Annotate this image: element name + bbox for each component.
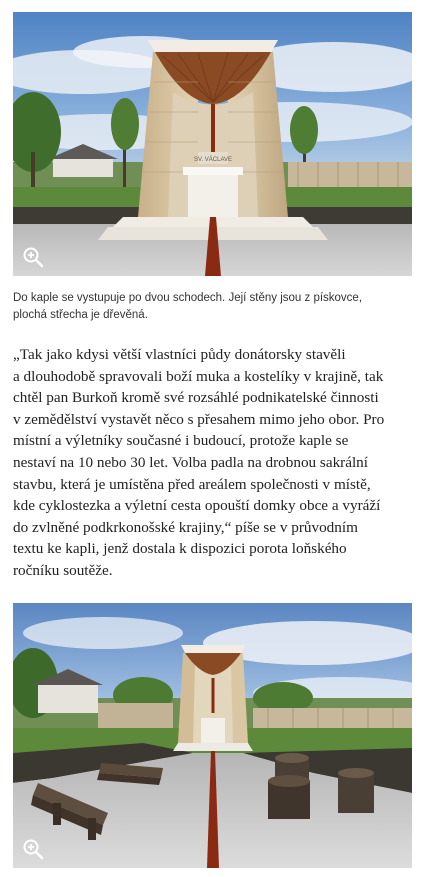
- magnifier-plus-icon: [22, 246, 44, 268]
- zoom-photo-button[interactable]: [22, 246, 44, 268]
- chapel-front-illustration: [13, 12, 412, 276]
- article-photo-chapel-benches[interactable]: [13, 603, 412, 868]
- article-photo-chapel-front[interactable]: [13, 12, 412, 276]
- zoom-photo-button[interactable]: [22, 838, 44, 860]
- magnifier-plus-icon: [22, 838, 44, 860]
- chapel-benches-illustration: [13, 603, 412, 868]
- chapel-sign-text: SV. VÁCLAVE: [193, 157, 233, 163]
- photo-caption: Do kaple se vystupuje po dvou schodech. Její stěny jsou z pískovce, plochá střecha je dřevěná.: [13, 292, 363, 321]
- article-paragraph: „Tak jako kdysi větší vlastníci půdy donátorsky stavěli a dlouhodobě spravovali boží muka a kostelíky v krajině, tak chtěl pan Burkoň kromě své rozsáhlé podnikatelské činnosti v zemědělství vystavět něco s přesahem mimo jeho obor. Pro místní a výletníky současné i budoucí, protože kaple se nestaví na 10 nebo 30 let. Volba padla na drobnou sakrální stavbu, která je umístěna před areálem společnosti v místě, kde cyklostezka a výletní cesta opouští domky obce a vyráží do zvlněné podkrkonošské krajiny,“ píše se v průvodním textu ke kapli, jenž dostala k dispozici porota loňského ročníku soutěže.: [13, 346, 385, 579]
